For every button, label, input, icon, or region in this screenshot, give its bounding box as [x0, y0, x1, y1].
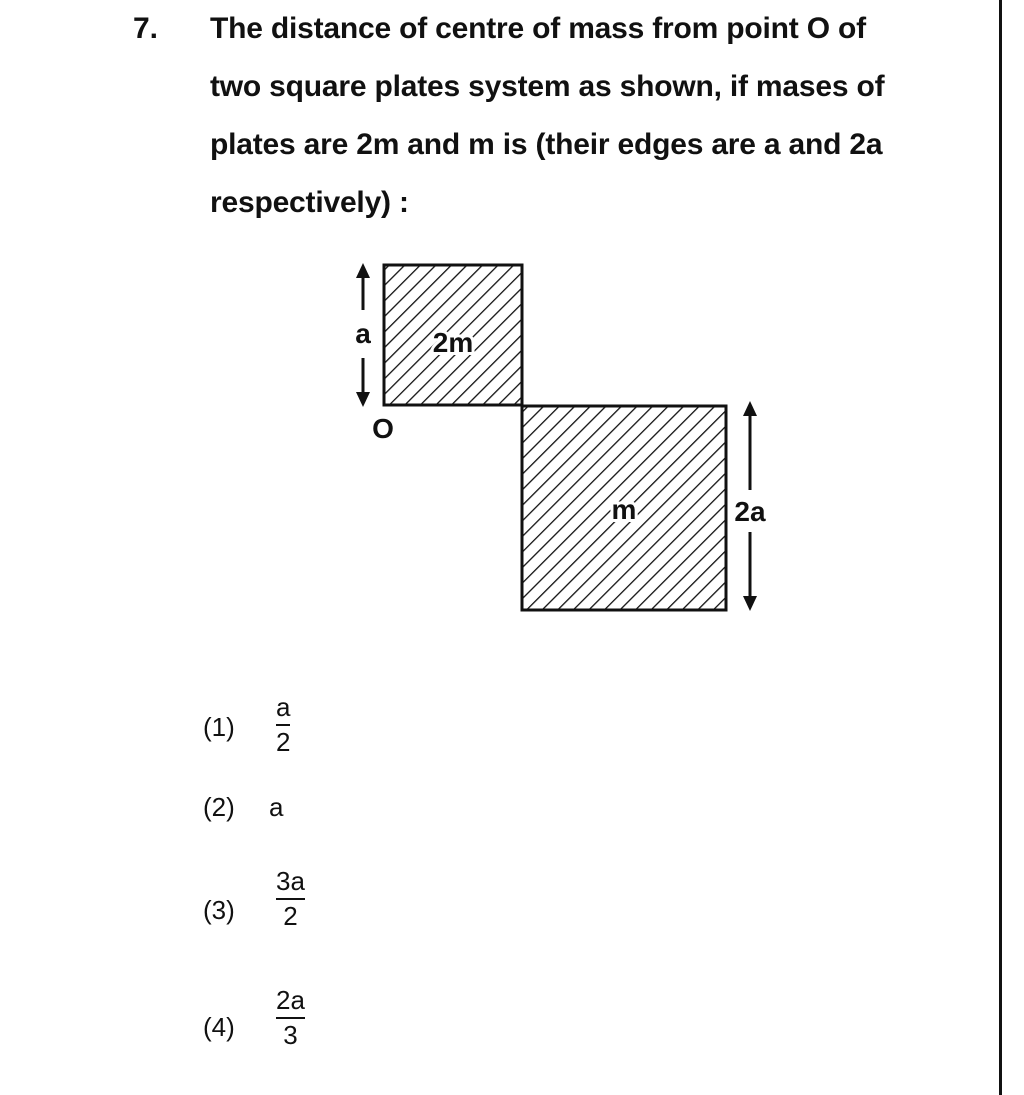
fraction-bar [276, 724, 290, 726]
option-3-label: (3) [203, 895, 235, 925]
edge-2a-dimension [734, 401, 766, 611]
denominator: 2 [276, 727, 291, 757]
option-3-fraction [276, 866, 305, 931]
question-line-2: two square plates system as shown, if mases of [210, 70, 885, 103]
arrow-down-icon [743, 596, 757, 611]
question-line-4: respectively) : [210, 186, 409, 219]
numerator: 2a [276, 985, 305, 1015]
edge-a-dimension [355, 263, 371, 407]
edge-a-label: a [355, 318, 371, 349]
question-line-3: plates are 2m and m is (their edges are a and 2a [210, 128, 883, 161]
arrow-down-icon [356, 392, 370, 407]
option-2-label: (2) [203, 792, 235, 822]
option-1-label: (1) [203, 712, 235, 742]
arrow-up-icon [743, 401, 757, 416]
large-plate [522, 406, 726, 610]
small-plate-mass-label: 2m [432, 327, 474, 358]
question-number: 7. [133, 12, 159, 45]
option-4-label: (4) [203, 1012, 235, 1042]
option-2-value: a [269, 792, 284, 822]
denominator: 2 [283, 901, 298, 931]
origin-label: O [372, 413, 394, 444]
fraction-bar [276, 1017, 305, 1019]
arrow-up-icon [356, 263, 370, 278]
denominator: 3 [283, 1020, 298, 1050]
option-1-fraction [276, 692, 290, 757]
question-line-1: The distance of centre of mass from point O of [210, 12, 866, 45]
small-plate [384, 265, 522, 405]
large-plate-mass-label: m [611, 494, 637, 525]
edge-2a-label: 2a [734, 496, 766, 527]
numerator: a [276, 692, 291, 722]
numerator: 3a [276, 866, 305, 896]
option-4-fraction [276, 985, 305, 1050]
fraction-bar [276, 898, 305, 900]
